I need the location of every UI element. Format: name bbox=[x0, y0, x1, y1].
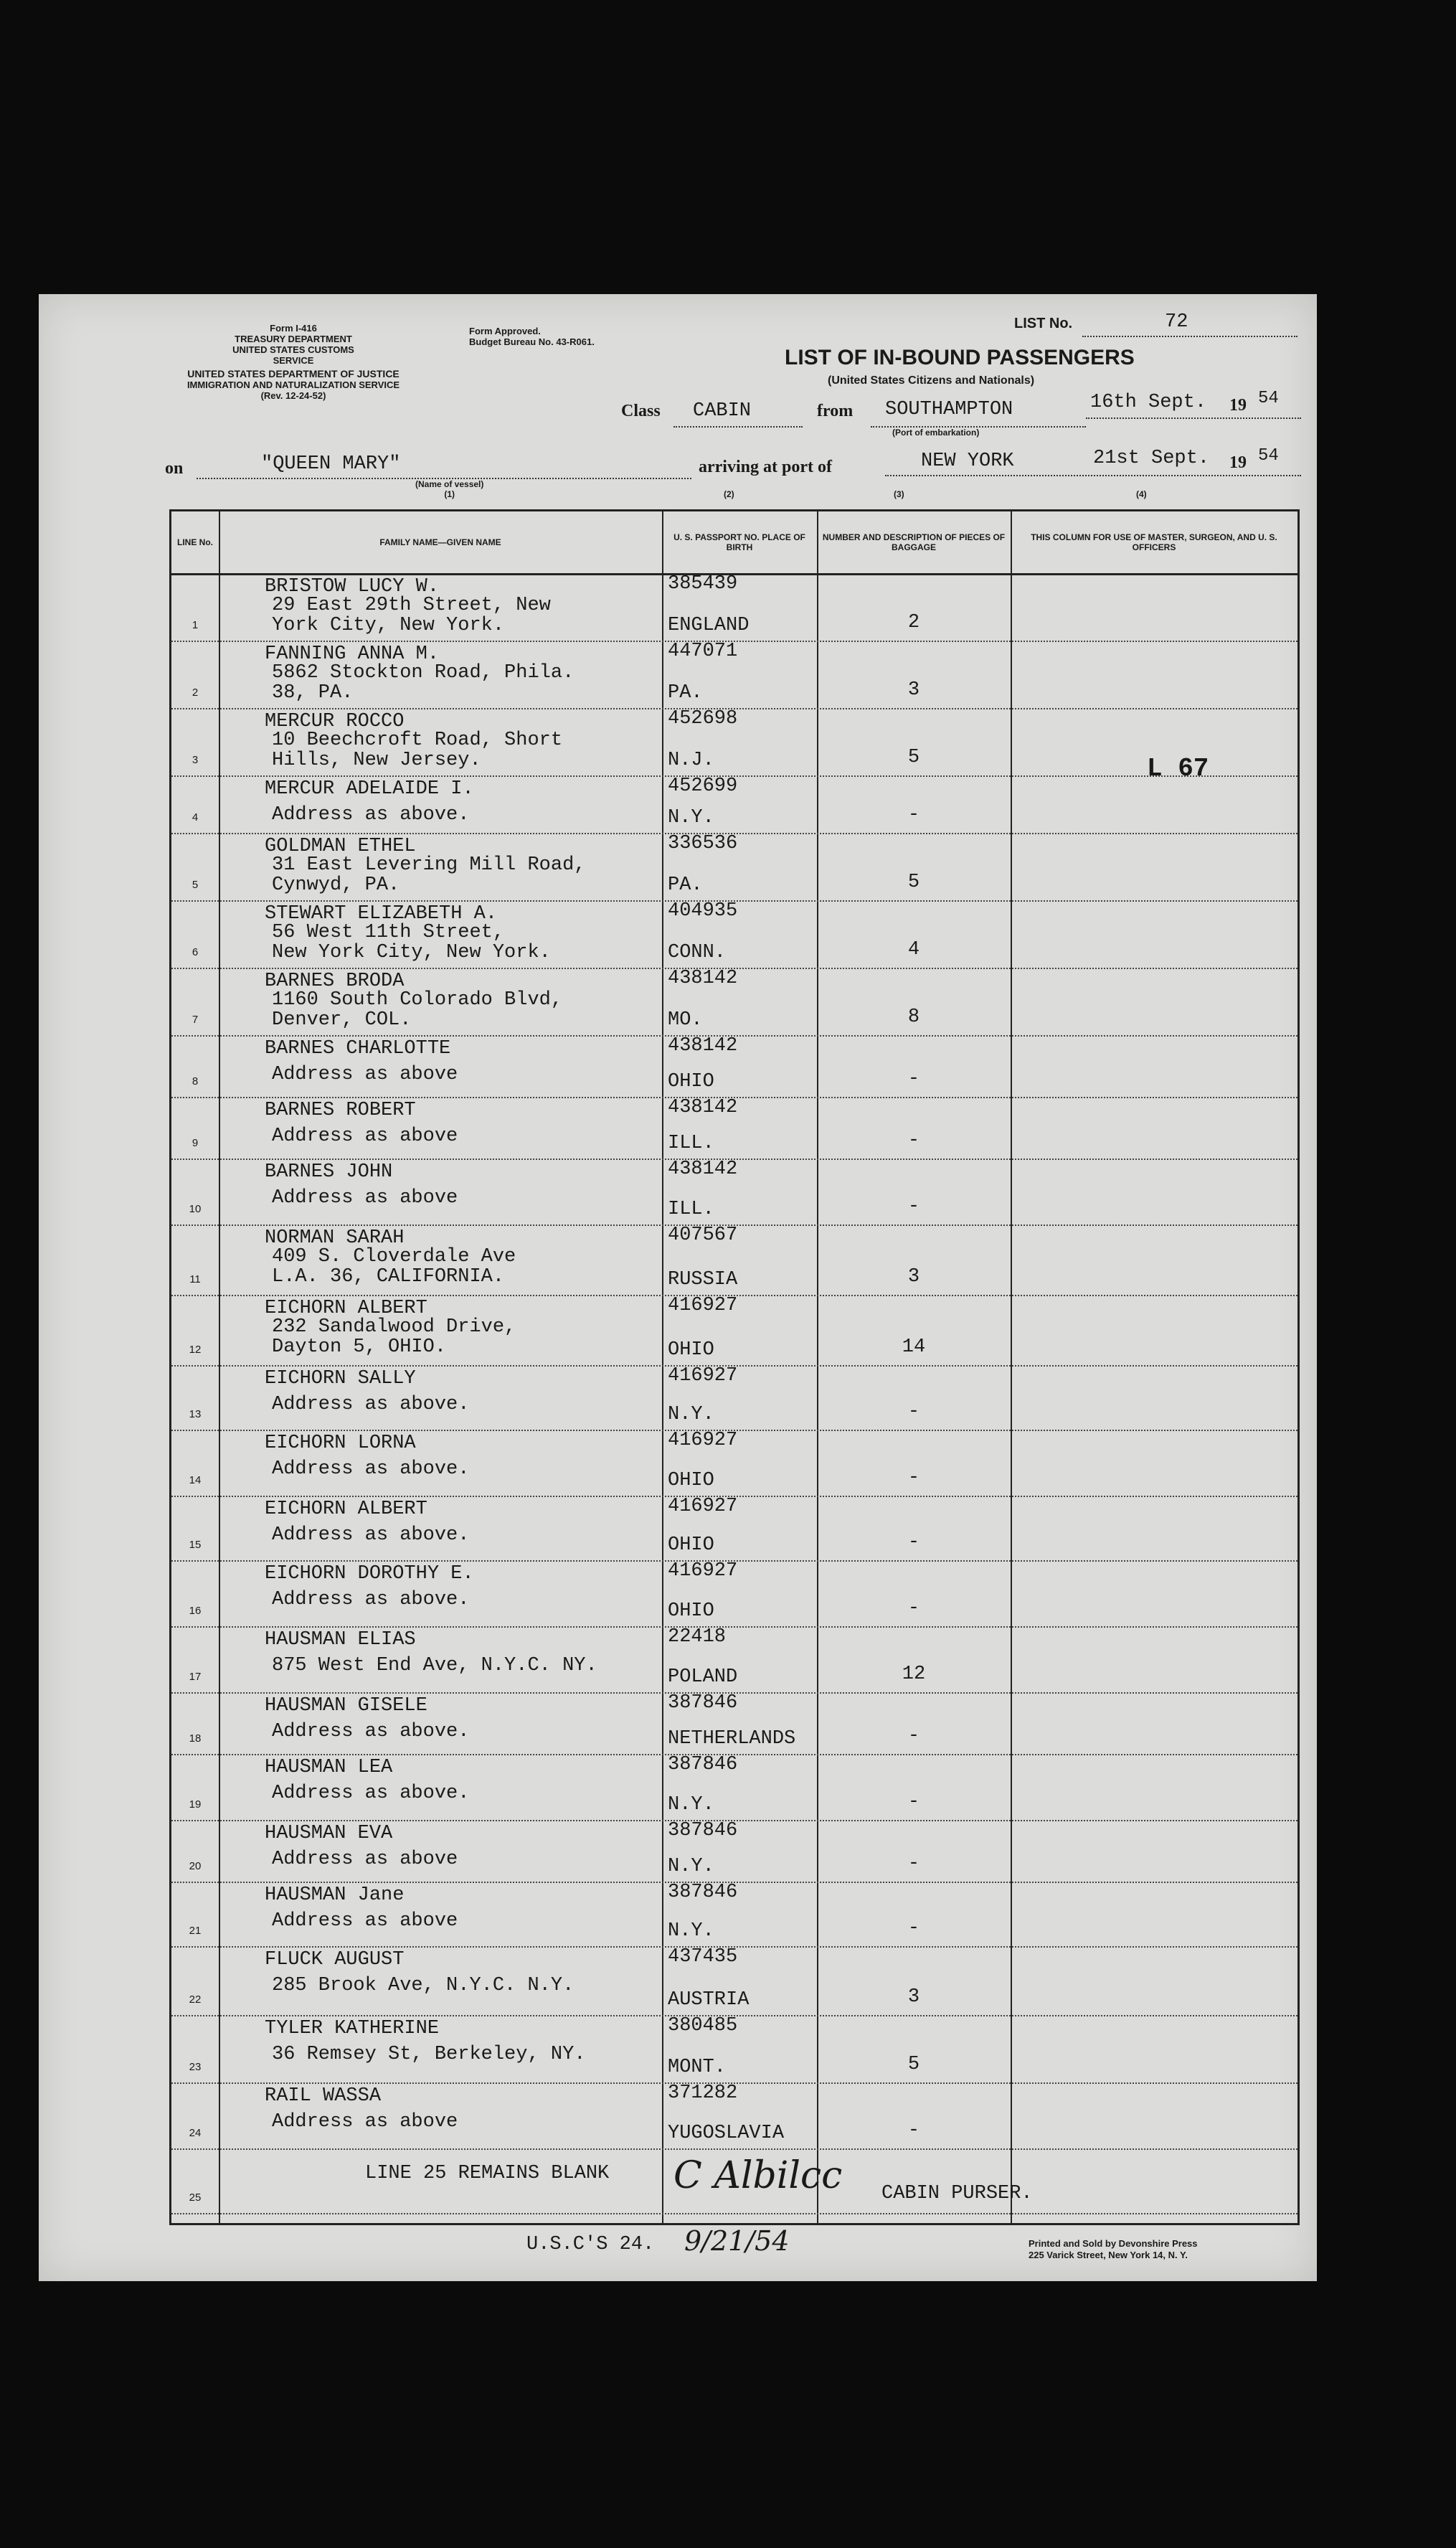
place-of-birth: MONT. bbox=[668, 2057, 727, 2078]
table-row bbox=[171, 1430, 1297, 1497]
on-label: on bbox=[165, 459, 184, 478]
passport-number: 371282 bbox=[668, 2082, 738, 2104]
passenger-address-line1: 5862 Stockton Road, Phila. bbox=[272, 662, 575, 684]
depart-year: 54 bbox=[1258, 389, 1279, 408]
embark-caption: (Port of embarkation) bbox=[892, 428, 980, 438]
place-of-birth: PA. bbox=[668, 682, 703, 704]
baggage-count: 3 bbox=[907, 1266, 920, 1288]
list-no-value: 72 bbox=[1165, 311, 1188, 333]
uscg-note: U.S.C'S 24. bbox=[526, 2234, 655, 2255]
passenger-address-line1: 36 Remsey St, Berkeley, NY. bbox=[272, 2044, 586, 2065]
passenger-address-line1: 1160 South Colorado Blvd, bbox=[272, 989, 563, 1011]
stamp-date: 9/21/54 bbox=[684, 2225, 790, 2257]
class-label: Class bbox=[621, 402, 661, 420]
line-number: 10 bbox=[189, 1203, 202, 1215]
baggage-count: - bbox=[907, 1725, 920, 1747]
passenger-name: NORMAN SARAH bbox=[265, 1227, 405, 1249]
passenger-list-document bbox=[39, 294, 1317, 2281]
customs-service: UNITED STATES CUSTOMS SERVICE bbox=[232, 344, 354, 366]
passenger-name: MERCUR ROCCO bbox=[265, 711, 405, 732]
table-row bbox=[171, 775, 1297, 834]
place-of-birth: N.Y. bbox=[668, 1404, 714, 1425]
arrival-port: NEW YORK bbox=[921, 450, 1014, 472]
line-number: 25 bbox=[189, 2191, 202, 2204]
line-number: 21 bbox=[189, 1925, 202, 1937]
passenger-name: EICHORN DOROTHY E. bbox=[265, 1563, 474, 1585]
table-row bbox=[171, 1946, 1297, 2016]
col-header-baggage: NUMBER AND DESCRIPTION OF PIECES OF BAGGAGE bbox=[817, 511, 1011, 575]
passenger-address-line2: Dayton 5, OHIO. bbox=[272, 1336, 447, 1358]
place-of-birth: OHIO bbox=[668, 1600, 714, 1622]
table-row bbox=[171, 1496, 1297, 1562]
passport-number: 385439 bbox=[668, 573, 738, 595]
passport-number: 387846 bbox=[668, 1820, 738, 1841]
passport-number: 452698 bbox=[668, 708, 738, 730]
place-of-birth: N.Y. bbox=[668, 1920, 714, 1942]
purser-signature: C Albilcc bbox=[673, 2154, 843, 2197]
passenger-address-line1: Address as above bbox=[272, 2111, 458, 2133]
table-row bbox=[171, 1626, 1297, 1694]
passenger-address-line1: Address as above bbox=[272, 1064, 458, 1085]
col-header-name: FAMILY NAME—GIVEN NAME bbox=[219, 511, 662, 575]
table-row bbox=[171, 573, 1297, 642]
passport-number: 387846 bbox=[668, 1882, 738, 1903]
line-number: 7 bbox=[192, 1014, 199, 1026]
justice-dept: UNITED STATES DEPARTMENT OF JUSTICE bbox=[187, 368, 400, 379]
list-no-label: LIST No. bbox=[1014, 316, 1073, 331]
passenger-name: HAUSMAN ELIAS bbox=[265, 1629, 416, 1651]
passenger-address-line1: 29 East 29th Street, New bbox=[272, 595, 551, 616]
passenger-address-line1: 409 S. Cloverdale Ave bbox=[272, 1246, 516, 1268]
passport-number: 404935 bbox=[668, 900, 738, 922]
passenger-name: GOLDMAN ETHEL bbox=[265, 836, 416, 857]
table-row bbox=[171, 641, 1297, 709]
passenger-name: EICHORN ALBERT bbox=[265, 1298, 427, 1319]
line-number: 19 bbox=[189, 1798, 202, 1811]
passenger-address-line2: Hills, New Jersey. bbox=[272, 750, 481, 771]
line-number: 13 bbox=[189, 1408, 202, 1420]
baggage-count: - bbox=[907, 1791, 920, 1813]
baggage-count: - bbox=[907, 1853, 920, 1874]
form-approved: Form Approved. Budget Bureau No. 43-R061. bbox=[469, 326, 595, 347]
from-label: from bbox=[817, 402, 854, 420]
col-num-3: (3) bbox=[894, 489, 904, 499]
place-of-birth: N.Y. bbox=[668, 807, 714, 829]
vessel-caption: (Name of vessel) (1) bbox=[415, 479, 484, 499]
table-row bbox=[171, 900, 1297, 969]
passenger-name: EICHORN LORNA bbox=[265, 1433, 416, 1454]
baggage-count: 2 bbox=[907, 612, 920, 633]
passenger-address-line1: Address as above bbox=[272, 1910, 458, 1932]
baggage-count: 12 bbox=[902, 1664, 926, 1685]
place-of-birth: NETHERLANDS bbox=[668, 1728, 796, 1750]
table-row bbox=[171, 708, 1297, 777]
baggage-count: - bbox=[907, 1917, 920, 1939]
passport-number: 387846 bbox=[668, 1754, 738, 1775]
table-row bbox=[171, 1365, 1297, 1431]
passport-number: 438142 bbox=[668, 1035, 738, 1057]
passenger-address-line1: Address as above. bbox=[272, 1783, 470, 1804]
place-of-birth: N.Y. bbox=[668, 1794, 714, 1816]
passport-number: 416927 bbox=[668, 1365, 738, 1387]
table-row bbox=[171, 1754, 1297, 1821]
passport-number: 416927 bbox=[668, 1560, 738, 1582]
table-row bbox=[171, 2082, 1297, 2150]
table-row bbox=[171, 1035, 1297, 1098]
table-row bbox=[171, 2015, 1297, 2084]
table-row bbox=[171, 1820, 1297, 1883]
place-of-birth: OHIO bbox=[668, 1470, 714, 1491]
passport-number: 438142 bbox=[668, 1159, 738, 1180]
line-number: 11 bbox=[189, 1273, 201, 1285]
passport-number: 416927 bbox=[668, 1496, 738, 1517]
passenger-address-line1: Address as above. bbox=[272, 804, 470, 826]
class-value: CABIN bbox=[693, 400, 752, 422]
passenger-name: HAUSMAN Jane bbox=[265, 1884, 405, 1906]
depart-date: 16th Sept. bbox=[1090, 392, 1207, 413]
passenger-name: BARNES JOHN bbox=[265, 1161, 393, 1183]
passenger-name: HAUSMAN EVA bbox=[265, 1823, 393, 1844]
printer-credit: Printed and Sold by Devonshire Press 225 Varick Street, New York 14, N. Y. bbox=[1029, 2238, 1198, 2260]
passenger-name: EICHORN SALLY bbox=[265, 1368, 416, 1389]
passenger-address-line1: Address as above. bbox=[272, 1394, 470, 1415]
line-number: 1 bbox=[192, 619, 199, 631]
line-number: 23 bbox=[189, 2061, 202, 2073]
treasury-dept: TREASURY DEPARTMENT bbox=[235, 334, 352, 344]
arrive-year-prefix: 19 bbox=[1229, 453, 1247, 472]
arriving-label: arriving at port of bbox=[699, 458, 832, 476]
passenger-address-line2: York City, New York. bbox=[272, 615, 505, 636]
passenger-address-line1: 232 Sandalwood Drive, bbox=[272, 1316, 516, 1338]
passenger-name: STEWART ELIZABETH A. bbox=[265, 903, 498, 925]
baggage-count: 5 bbox=[907, 747, 920, 768]
table-row bbox=[171, 1225, 1297, 1296]
passenger-name: EICHORN ALBERT bbox=[265, 1499, 427, 1520]
passenger-name: HAUSMAN LEA bbox=[265, 1757, 393, 1778]
place-of-birth: MO. bbox=[668, 1009, 703, 1031]
passport-number: 452699 bbox=[668, 775, 738, 797]
baggage-count: - bbox=[907, 1068, 920, 1090]
baggage-count: - bbox=[907, 1401, 920, 1422]
place-of-birth: OHIO bbox=[668, 1339, 714, 1361]
form-header-justice bbox=[168, 369, 419, 401]
line-number: 2 bbox=[192, 686, 199, 699]
passenger-address-line2: Cynwyd, PA. bbox=[272, 874, 400, 896]
passport-number: 22418 bbox=[668, 1626, 727, 1648]
passport-number: 336536 bbox=[668, 833, 738, 854]
passenger-address-line1: Address as above. bbox=[272, 1589, 470, 1610]
line-number: 5 bbox=[192, 879, 199, 891]
col-header-line-no: LINE No. bbox=[171, 511, 219, 575]
passenger-name: MERCUR ADELAIDE I. bbox=[265, 778, 474, 800]
baggage-count: - bbox=[907, 1467, 920, 1488]
passenger-address-line1: 285 Brook Ave, N.Y.C. N.Y. bbox=[272, 1975, 575, 1996]
passenger-address-line1: 875 West End Ave, N.Y.C. NY. bbox=[272, 1655, 597, 1676]
table-row bbox=[171, 833, 1297, 902]
passenger-name: BRISTOW LUCY W. bbox=[265, 576, 440, 598]
baggage-count: 14 bbox=[902, 1336, 926, 1358]
place-of-birth: OHIO bbox=[668, 1534, 714, 1556]
line-number: 8 bbox=[192, 1075, 199, 1087]
place-of-birth: ILL. bbox=[668, 1133, 714, 1154]
passenger-address-line1: 10 Beechcroft Road, Short bbox=[272, 730, 563, 751]
table-row bbox=[171, 1560, 1297, 1628]
line-number: 4 bbox=[192, 811, 199, 824]
baggage-count: 5 bbox=[907, 2054, 920, 2075]
line-number: 12 bbox=[189, 1344, 202, 1356]
passenger-name: BARNES ROBERT bbox=[265, 1100, 416, 1121]
passenger-address-line1: Address as above. bbox=[272, 1458, 470, 1480]
passenger-address-line1: Address as above bbox=[272, 1187, 458, 1209]
place-of-birth: N.Y. bbox=[668, 1856, 714, 1877]
baggage-count: - bbox=[907, 1196, 920, 1217]
line-number: 16 bbox=[189, 1605, 202, 1617]
passport-number: 416927 bbox=[668, 1430, 738, 1451]
line25-note: LINE 25 REMAINS BLANK bbox=[365, 2163, 610, 2184]
arrival-date: 21st Sept. bbox=[1093, 448, 1210, 469]
arrive-year: 54 bbox=[1258, 446, 1279, 466]
passenger-name: BARNES BRODA bbox=[265, 971, 405, 992]
passenger-name: FANNING ANNA M. bbox=[265, 643, 440, 665]
passenger-name: FLUCK AUGUST bbox=[265, 1949, 405, 1971]
table-row bbox=[171, 1295, 1297, 1367]
baggage-count: - bbox=[907, 804, 920, 826]
line-number: 6 bbox=[192, 946, 199, 958]
place-of-birth: CONN. bbox=[668, 942, 727, 963]
line-number: 22 bbox=[189, 1993, 202, 2006]
page-subtitle: (United States Citizens and Nationals) bbox=[828, 374, 1035, 387]
passport-number: 437435 bbox=[668, 1946, 738, 1968]
place-of-birth: AUSTRIA bbox=[668, 1989, 750, 2011]
passport-number: 416927 bbox=[668, 1295, 738, 1316]
vessel-name: "QUEEN MARY" bbox=[261, 453, 401, 475]
passport-number: 438142 bbox=[668, 968, 738, 989]
passenger-address-line2: 38, PA. bbox=[272, 682, 354, 704]
table-row bbox=[171, 1097, 1297, 1160]
baggage-count: 8 bbox=[907, 1006, 920, 1028]
baggage-count: - bbox=[907, 2120, 920, 2141]
passenger-address-line1: Address as above bbox=[272, 1849, 458, 1870]
revision: (Rev. 12-24-52) bbox=[260, 390, 326, 401]
depart-year-prefix: 19 bbox=[1229, 396, 1247, 415]
col-num-2: (2) bbox=[724, 489, 734, 499]
passport-number: 387846 bbox=[668, 1692, 738, 1714]
passenger-address-line1: Address as above. bbox=[272, 1524, 470, 1546]
form-header-treasury bbox=[211, 323, 376, 366]
place-of-birth: ILL. bbox=[668, 1199, 714, 1220]
line-number: 15 bbox=[189, 1539, 202, 1551]
place-of-birth: N.J. bbox=[668, 750, 714, 771]
passport-number: 438142 bbox=[668, 1097, 738, 1118]
place-of-birth: RUSSIA bbox=[668, 1269, 738, 1290]
passenger-address-line1: 31 East Levering Mill Road, bbox=[272, 854, 586, 876]
form-number: Form I-416 bbox=[270, 323, 317, 334]
table-row bbox=[171, 1882, 1297, 1948]
passport-number: 407567 bbox=[668, 1225, 738, 1246]
baggage-count: - bbox=[907, 1532, 920, 1553]
line-number: 20 bbox=[189, 1860, 202, 1872]
passenger-address-line1: 56 West 11th Street, bbox=[272, 922, 505, 943]
line-number: 14 bbox=[189, 1474, 202, 1486]
col-header-passport: U. S. PASSPORT NO. PLACE OF BIRTH bbox=[662, 511, 817, 575]
official-mark: L 67 bbox=[1147, 754, 1209, 783]
passenger-name: TYLER KATHERINE bbox=[265, 2018, 440, 2039]
baggage-count: - bbox=[907, 1130, 920, 1151]
passenger-address-line1: Address as above. bbox=[272, 1721, 470, 1742]
baggage-count: 3 bbox=[907, 1986, 920, 2008]
page-title: LIST OF IN-BOUND PASSENGERS bbox=[785, 346, 1135, 369]
passenger-address-line2: New York City, New York. bbox=[272, 942, 551, 963]
passenger-address-line1: Address as above bbox=[272, 1126, 458, 1147]
baggage-count: 3 bbox=[907, 679, 920, 701]
passenger-name: HAUSMAN GISELE bbox=[265, 1695, 427, 1717]
passenger-address-line2: Denver, COL. bbox=[272, 1009, 412, 1031]
from-value: SOUTHAMPTON bbox=[885, 399, 1013, 420]
passport-number: 447071 bbox=[668, 641, 738, 662]
place-of-birth: OHIO bbox=[668, 1071, 714, 1093]
baggage-count: 4 bbox=[907, 939, 920, 961]
line-number: 9 bbox=[192, 1137, 199, 1149]
passenger-address-line2: L.A. 36, CALIFORNIA. bbox=[272, 1266, 505, 1288]
place-of-birth: POLAND bbox=[668, 1666, 738, 1688]
line-number: 17 bbox=[189, 1671, 202, 1683]
passport-number: 380485 bbox=[668, 2015, 738, 2037]
passenger-table bbox=[169, 509, 1300, 2225]
col-header-official: THIS COLUMN FOR USE OF MASTER, SURGEON, AND U. S. OFFICERS bbox=[1011, 511, 1297, 575]
place-of-birth: YUGOSLAVIA bbox=[668, 2123, 785, 2144]
table-row bbox=[171, 1159, 1297, 1226]
baggage-count: 5 bbox=[907, 872, 920, 893]
passenger-name: RAIL WASSA bbox=[265, 2085, 382, 2107]
line-number: 18 bbox=[189, 1732, 202, 1745]
place-of-birth: PA. bbox=[668, 874, 703, 896]
passenger-name: BARNES CHARLOTTE bbox=[265, 1038, 451, 1060]
table-row bbox=[171, 1692, 1297, 1755]
purser-title: CABIN PURSER. bbox=[881, 2183, 1033, 2204]
baggage-count: - bbox=[907, 1598, 920, 1619]
line-number: 24 bbox=[189, 2127, 202, 2139]
place-of-birth: ENGLAND bbox=[668, 615, 750, 636]
table-row bbox=[171, 968, 1297, 1037]
col-num-4: (4) bbox=[1136, 489, 1147, 499]
line-number: 3 bbox=[192, 754, 199, 766]
ins: IMMIGRATION AND NATURALIZATION SERVICE bbox=[186, 379, 400, 390]
